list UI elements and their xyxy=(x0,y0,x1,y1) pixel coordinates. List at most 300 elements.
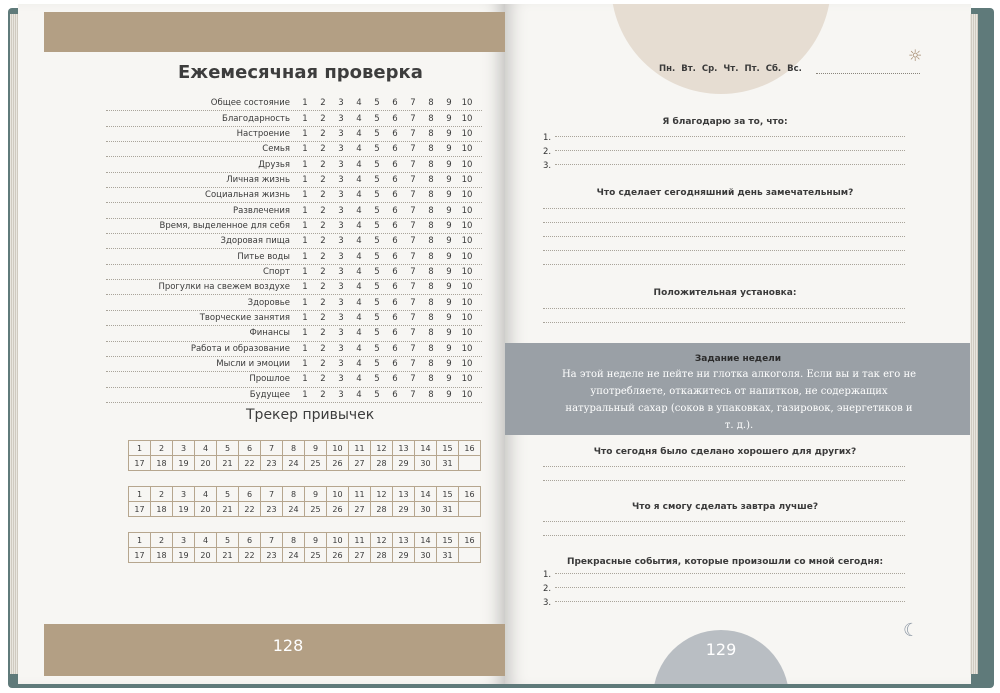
scale-value[interactable]: 4 xyxy=(356,113,362,124)
scale-value[interactable]: 2 xyxy=(320,328,326,339)
scale-value[interactable]: 5 xyxy=(374,98,380,109)
scale-value[interactable]: 7 xyxy=(410,144,416,155)
scale-value[interactable]: 10 xyxy=(461,297,473,308)
scale-value[interactable]: 10 xyxy=(461,236,473,247)
scale-value[interactable]: 4 xyxy=(356,251,362,262)
scale-value[interactable]: 1 xyxy=(302,389,308,400)
scale-value[interactable]: 10 xyxy=(461,174,473,185)
scale-value[interactable]: 6 xyxy=(392,312,398,323)
habit-day-cell[interactable]: 24 xyxy=(283,502,305,517)
scale-value[interactable]: 3 xyxy=(338,205,344,216)
habit-day-cell[interactable]: 30 xyxy=(415,502,437,517)
habit-day-cell[interactable]: 18 xyxy=(151,548,173,563)
scale-value[interactable]: 2 xyxy=(320,174,326,185)
scale-value[interactable]: 9 xyxy=(446,297,452,308)
scale-value[interactable]: 9 xyxy=(446,159,452,170)
scale-value[interactable]: 4 xyxy=(356,297,362,308)
scale-value[interactable]: 6 xyxy=(392,297,398,308)
habit-day-cell[interactable]: 13 xyxy=(393,487,415,502)
scale-value[interactable]: 2 xyxy=(320,389,326,400)
scale-value[interactable]: 5 xyxy=(374,144,380,155)
habit-day-cell[interactable]: 4 xyxy=(195,487,217,502)
habit-day-cell[interactable]: 21 xyxy=(217,502,239,517)
habit-day-cell[interactable]: 31 xyxy=(437,456,459,471)
scale-value[interactable]: 6 xyxy=(392,174,398,185)
habit-day-cell[interactable]: 30 xyxy=(415,548,437,563)
habit-day-cell[interactable]: 27 xyxy=(349,502,371,517)
scale-value[interactable]: 7 xyxy=(410,174,416,185)
scale-value[interactable]: 5 xyxy=(374,174,380,185)
scale-value[interactable]: 8 xyxy=(428,328,434,339)
habit-day-cell[interactable]: 26 xyxy=(327,456,349,471)
weekday-label[interactable]: Пт. xyxy=(744,64,760,74)
scale-value[interactable]: 7 xyxy=(410,128,416,139)
scale-value[interactable]: 3 xyxy=(338,266,344,277)
habit-day-cell[interactable]: 1 xyxy=(129,441,151,456)
scale-value[interactable]: 5 xyxy=(374,205,380,216)
scale-value[interactable]: 8 xyxy=(428,266,434,277)
scale-value[interactable]: 8 xyxy=(428,205,434,216)
scale-value[interactable]: 5 xyxy=(374,389,380,400)
scale-value[interactable]: 4 xyxy=(356,266,362,277)
scale-value[interactable]: 6 xyxy=(392,113,398,124)
scale-value[interactable]: 4 xyxy=(356,220,362,231)
habit-day-cell[interactable]: 20 xyxy=(195,456,217,471)
habit-day-cell[interactable]: 8 xyxy=(283,441,305,456)
scale-value[interactable]: 2 xyxy=(320,374,326,385)
habit-day-cell[interactable]: 13 xyxy=(393,441,415,456)
scale-value[interactable]: 3 xyxy=(338,297,344,308)
scale-value[interactable]: 3 xyxy=(338,128,344,139)
weekday-label[interactable]: Сб. xyxy=(765,64,782,74)
habit-day-cell[interactable]: 20 xyxy=(195,502,217,517)
scale-value[interactable]: 4 xyxy=(356,359,362,370)
habit-day-cell[interactable]: 25 xyxy=(305,456,327,471)
scale-value[interactable]: 9 xyxy=(446,205,452,216)
scale-value[interactable]: 4 xyxy=(356,190,362,201)
habit-day-cell[interactable]: 30 xyxy=(415,456,437,471)
habit-day-cell[interactable]: 16 xyxy=(459,441,481,456)
scale-value[interactable]: 7 xyxy=(410,328,416,339)
scale-value[interactable]: 1 xyxy=(302,113,308,124)
scale-value[interactable]: 9 xyxy=(446,389,452,400)
habit-day-cell[interactable]: 11 xyxy=(349,441,371,456)
scale-value[interactable]: 8 xyxy=(428,282,434,293)
scale-value[interactable]: 4 xyxy=(356,205,362,216)
scale-value[interactable]: 10 xyxy=(461,128,473,139)
scale-value[interactable]: 10 xyxy=(461,98,473,109)
scale-value[interactable]: 9 xyxy=(446,251,452,262)
habit-day-cell[interactable]: 9 xyxy=(305,487,327,502)
scale-value[interactable]: 1 xyxy=(302,159,308,170)
scale-value[interactable]: 9 xyxy=(446,328,452,339)
scale-value[interactable]: 6 xyxy=(392,144,398,155)
habit-day-cell[interactable]: 14 xyxy=(415,533,437,548)
scale-value[interactable]: 6 xyxy=(392,389,398,400)
scale-value[interactable]: 6 xyxy=(392,359,398,370)
scale-value[interactable]: 3 xyxy=(338,220,344,231)
scale-value[interactable]: 9 xyxy=(446,374,452,385)
scale-value[interactable]: 4 xyxy=(356,312,362,323)
weekday-label[interactable]: Вт. xyxy=(681,64,696,74)
scale-value[interactable]: 6 xyxy=(392,159,398,170)
habit-day-cell[interactable] xyxy=(459,502,481,517)
scale-value[interactable]: 3 xyxy=(338,159,344,170)
scale-value[interactable]: 3 xyxy=(338,389,344,400)
scale-value[interactable]: 10 xyxy=(461,343,473,354)
scale-value[interactable]: 2 xyxy=(320,220,326,231)
scale-value[interactable]: 5 xyxy=(374,113,380,124)
scale-value[interactable]: 2 xyxy=(320,266,326,277)
scale-value[interactable]: 9 xyxy=(446,174,452,185)
scale-value[interactable]: 6 xyxy=(392,236,398,247)
scale-value[interactable]: 3 xyxy=(338,236,344,247)
scale-value[interactable]: 5 xyxy=(374,190,380,201)
habit-day-cell[interactable]: 25 xyxy=(305,502,327,517)
habit-day-cell[interactable]: 7 xyxy=(261,441,283,456)
scale-value[interactable]: 1 xyxy=(302,328,308,339)
scale-value[interactable]: 1 xyxy=(302,374,308,385)
habit-day-cell[interactable]: 6 xyxy=(239,533,261,548)
scale-value[interactable]: 3 xyxy=(338,312,344,323)
habit-day-cell[interactable] xyxy=(459,456,481,471)
scale-value[interactable]: 7 xyxy=(410,220,416,231)
scale-value[interactable]: 1 xyxy=(302,174,308,185)
habit-day-cell[interactable]: 29 xyxy=(393,548,415,563)
scale-value[interactable]: 10 xyxy=(461,144,473,155)
habit-day-cell[interactable]: 15 xyxy=(437,487,459,502)
scale-value[interactable]: 3 xyxy=(338,282,344,293)
habit-day-cell[interactable]: 12 xyxy=(371,533,393,548)
habit-day-cell[interactable]: 26 xyxy=(327,548,349,563)
habit-day-cell[interactable]: 1 xyxy=(129,487,151,502)
scale-value[interactable]: 9 xyxy=(446,266,452,277)
scale-value[interactable]: 8 xyxy=(428,128,434,139)
habit-day-cell[interactable]: 10 xyxy=(327,441,349,456)
scale-value[interactable]: 5 xyxy=(374,343,380,354)
scale-value[interactable]: 4 xyxy=(356,282,362,293)
habit-day-cell[interactable]: 10 xyxy=(327,533,349,548)
scale-value[interactable]: 10 xyxy=(461,328,473,339)
habit-day-cell[interactable]: 5 xyxy=(217,487,239,502)
scale-value[interactable]: 8 xyxy=(428,359,434,370)
scale-value[interactable]: 4 xyxy=(356,128,362,139)
scale-value[interactable]: 6 xyxy=(392,282,398,293)
scale-value[interactable]: 1 xyxy=(302,343,308,354)
scale-value[interactable]: 7 xyxy=(410,282,416,293)
scale-value[interactable]: 1 xyxy=(302,128,308,139)
habit-day-cell[interactable]: 17 xyxy=(129,502,151,517)
habit-day-cell[interactable]: 21 xyxy=(217,456,239,471)
scale-value[interactable]: 6 xyxy=(392,190,398,201)
habit-day-cell[interactable]: 14 xyxy=(415,487,437,502)
scale-value[interactable]: 10 xyxy=(461,374,473,385)
scale-value[interactable]: 4 xyxy=(356,159,362,170)
scale-value[interactable]: 4 xyxy=(356,98,362,109)
scale-value[interactable]: 4 xyxy=(356,389,362,400)
scale-value[interactable]: 5 xyxy=(374,282,380,293)
habit-day-cell[interactable]: 23 xyxy=(261,548,283,563)
habit-day-cell[interactable]: 8 xyxy=(283,487,305,502)
habit-day-cell[interactable]: 31 xyxy=(437,548,459,563)
scale-value[interactable]: 9 xyxy=(446,312,452,323)
scale-value[interactable]: 5 xyxy=(374,359,380,370)
habit-day-cell[interactable]: 27 xyxy=(349,456,371,471)
scale-value[interactable]: 6 xyxy=(392,328,398,339)
scale-value[interactable]: 10 xyxy=(461,389,473,400)
scale-value[interactable]: 10 xyxy=(461,312,473,323)
scale-value[interactable]: 3 xyxy=(338,113,344,124)
scale-value[interactable]: 1 xyxy=(302,220,308,231)
habit-day-cell[interactable]: 15 xyxy=(437,441,459,456)
scale-value[interactable]: 1 xyxy=(302,266,308,277)
habit-day-cell[interactable]: 3 xyxy=(173,487,195,502)
habit-day-cell[interactable]: 14 xyxy=(415,441,437,456)
habit-day-cell[interactable]: 29 xyxy=(393,456,415,471)
habit-day-cell[interactable]: 22 xyxy=(239,548,261,563)
scale-value[interactable]: 2 xyxy=(320,98,326,109)
scale-value[interactable]: 4 xyxy=(356,328,362,339)
habit-day-cell[interactable]: 7 xyxy=(261,533,283,548)
scale-value[interactable]: 6 xyxy=(392,128,398,139)
scale-value[interactable]: 8 xyxy=(428,159,434,170)
habit-day-cell[interactable]: 24 xyxy=(283,548,305,563)
scale-value[interactable]: 4 xyxy=(356,144,362,155)
scale-value[interactable]: 7 xyxy=(410,205,416,216)
scale-value[interactable]: 9 xyxy=(446,359,452,370)
scale-value[interactable]: 10 xyxy=(461,220,473,231)
scale-value[interactable]: 7 xyxy=(410,359,416,370)
scale-value[interactable]: 1 xyxy=(302,297,308,308)
scale-value[interactable]: 9 xyxy=(446,113,452,124)
scale-value[interactable]: 2 xyxy=(320,113,326,124)
scale-value[interactable]: 10 xyxy=(461,113,473,124)
scale-value[interactable]: 3 xyxy=(338,328,344,339)
scale-value[interactable]: 3 xyxy=(338,359,344,370)
scale-value[interactable]: 1 xyxy=(302,205,308,216)
habit-day-cell[interactable]: 17 xyxy=(129,548,151,563)
scale-value[interactable]: 7 xyxy=(410,98,416,109)
scale-value[interactable]: 9 xyxy=(446,282,452,293)
habit-day-cell[interactable]: 5 xyxy=(217,533,239,548)
scale-value[interactable]: 7 xyxy=(410,297,416,308)
habit-day-cell[interactable]: 2 xyxy=(151,487,173,502)
scale-value[interactable]: 2 xyxy=(320,251,326,262)
weekday-label[interactable]: Чт. xyxy=(723,64,739,74)
scale-value[interactable]: 4 xyxy=(356,236,362,247)
habit-day-cell[interactable]: 28 xyxy=(371,548,393,563)
scale-value[interactable]: 9 xyxy=(446,343,452,354)
scale-value[interactable]: 3 xyxy=(338,190,344,201)
scale-value[interactable]: 6 xyxy=(392,251,398,262)
habit-day-cell[interactable]: 22 xyxy=(239,456,261,471)
scale-value[interactable]: 5 xyxy=(374,312,380,323)
habit-day-cell[interactable]: 1 xyxy=(129,533,151,548)
habit-day-cell[interactable]: 23 xyxy=(261,456,283,471)
scale-value[interactable]: 8 xyxy=(428,297,434,308)
scale-value[interactable]: 2 xyxy=(320,297,326,308)
scale-value[interactable]: 7 xyxy=(410,190,416,201)
habit-day-cell[interactable]: 4 xyxy=(195,441,217,456)
habit-day-cell[interactable]: 18 xyxy=(151,456,173,471)
scale-value[interactable]: 8 xyxy=(428,113,434,124)
habit-day-cell[interactable]: 2 xyxy=(151,533,173,548)
scale-value[interactable]: 2 xyxy=(320,190,326,201)
scale-value[interactable]: 8 xyxy=(428,312,434,323)
scale-value[interactable]: 7 xyxy=(410,113,416,124)
scale-value[interactable]: 10 xyxy=(461,266,473,277)
scale-value[interactable]: 8 xyxy=(428,144,434,155)
scale-value[interactable]: 10 xyxy=(461,282,473,293)
scale-value[interactable]: 9 xyxy=(446,236,452,247)
scale-value[interactable]: 9 xyxy=(446,98,452,109)
scale-value[interactable]: 6 xyxy=(392,374,398,385)
habit-day-cell[interactable]: 28 xyxy=(371,456,393,471)
scale-value[interactable]: 4 xyxy=(356,174,362,185)
scale-value[interactable]: 7 xyxy=(410,374,416,385)
scale-value[interactable]: 2 xyxy=(320,144,326,155)
habit-day-cell[interactable]: 19 xyxy=(173,502,195,517)
habit-day-cell[interactable]: 11 xyxy=(349,487,371,502)
scale-value[interactable]: 6 xyxy=(392,98,398,109)
weekday-label[interactable]: Ср. xyxy=(701,64,718,74)
habit-day-cell[interactable]: 20 xyxy=(195,548,217,563)
habit-day-cell[interactable]: 3 xyxy=(173,441,195,456)
scale-value[interactable]: 8 xyxy=(428,174,434,185)
scale-value[interactable]: 1 xyxy=(302,144,308,155)
scale-value[interactable]: 6 xyxy=(392,266,398,277)
scale-value[interactable]: 4 xyxy=(356,343,362,354)
scale-value[interactable]: 5 xyxy=(374,236,380,247)
habit-day-cell[interactable]: 25 xyxy=(305,548,327,563)
scale-value[interactable]: 4 xyxy=(356,374,362,385)
habit-day-cell[interactable]: 27 xyxy=(349,548,371,563)
scale-value[interactable]: 3 xyxy=(338,98,344,109)
scale-value[interactable]: 9 xyxy=(446,190,452,201)
scale-value[interactable]: 7 xyxy=(410,389,416,400)
habit-day-cell[interactable]: 16 xyxy=(459,487,481,502)
scale-value[interactable]: 3 xyxy=(338,144,344,155)
scale-value[interactable]: 7 xyxy=(410,236,416,247)
scale-value[interactable]: 8 xyxy=(428,236,434,247)
scale-value[interactable]: 5 xyxy=(374,297,380,308)
habit-day-cell[interactable]: 12 xyxy=(371,487,393,502)
habit-day-cell[interactable]: 9 xyxy=(305,441,327,456)
scale-value[interactable]: 2 xyxy=(320,236,326,247)
scale-value[interactable]: 8 xyxy=(428,98,434,109)
scale-value[interactable]: 3 xyxy=(338,174,344,185)
habit-day-cell[interactable]: 3 xyxy=(173,533,195,548)
scale-value[interactable]: 8 xyxy=(428,343,434,354)
habit-day-cell[interactable]: 11 xyxy=(349,533,371,548)
scale-value[interactable]: 5 xyxy=(374,220,380,231)
habit-day-cell[interactable]: 16 xyxy=(459,533,481,548)
habit-day-cell[interactable]: 12 xyxy=(371,441,393,456)
scale-value[interactable]: 8 xyxy=(428,374,434,385)
habit-day-cell[interactable]: 19 xyxy=(173,456,195,471)
scale-value[interactable]: 5 xyxy=(374,266,380,277)
scale-value[interactable]: 1 xyxy=(302,236,308,247)
habit-day-cell[interactable]: 7 xyxy=(261,487,283,502)
scale-value[interactable]: 1 xyxy=(302,312,308,323)
habit-day-cell[interactable]: 24 xyxy=(283,456,305,471)
habit-day-cell[interactable]: 9 xyxy=(305,533,327,548)
scale-value[interactable]: 2 xyxy=(320,159,326,170)
habit-day-cell[interactable]: 15 xyxy=(437,533,459,548)
habit-day-cell[interactable]: 23 xyxy=(261,502,283,517)
habit-day-cell[interactable]: 6 xyxy=(239,441,261,456)
scale-value[interactable]: 6 xyxy=(392,220,398,231)
habit-day-cell[interactable]: 21 xyxy=(217,548,239,563)
scale-value[interactable]: 5 xyxy=(374,128,380,139)
scale-value[interactable]: 8 xyxy=(428,251,434,262)
scale-value[interactable]: 2 xyxy=(320,312,326,323)
habit-day-cell[interactable]: 29 xyxy=(393,502,415,517)
scale-value[interactable]: 10 xyxy=(461,190,473,201)
scale-value[interactable]: 10 xyxy=(461,205,473,216)
scale-value[interactable]: 5 xyxy=(374,328,380,339)
scale-value[interactable]: 10 xyxy=(461,159,473,170)
scale-value[interactable]: 9 xyxy=(446,128,452,139)
scale-value[interactable]: 1 xyxy=(302,282,308,293)
weekday-label[interactable]: Вс. xyxy=(787,64,802,74)
scale-value[interactable]: 2 xyxy=(320,359,326,370)
scale-value[interactable]: 10 xyxy=(461,251,473,262)
scale-value[interactable]: 1 xyxy=(302,251,308,262)
weekday-label[interactable]: Пн. xyxy=(659,64,676,74)
habit-day-cell[interactable]: 19 xyxy=(173,548,195,563)
habit-day-cell[interactable]: 17 xyxy=(129,456,151,471)
habit-day-cell[interactable]: 6 xyxy=(239,487,261,502)
scale-value[interactable]: 6 xyxy=(392,205,398,216)
scale-value[interactable]: 8 xyxy=(428,190,434,201)
habit-day-cell[interactable]: 18 xyxy=(151,502,173,517)
scale-value[interactable]: 5 xyxy=(374,251,380,262)
habit-day-cell[interactable] xyxy=(459,548,481,563)
scale-value[interactable]: 7 xyxy=(410,251,416,262)
scale-value[interactable]: 5 xyxy=(374,374,380,385)
scale-value[interactable]: 2 xyxy=(320,205,326,216)
scale-value[interactable]: 5 xyxy=(374,159,380,170)
habit-day-cell[interactable]: 5 xyxy=(217,441,239,456)
habit-day-cell[interactable]: 22 xyxy=(239,502,261,517)
habit-day-cell[interactable]: 10 xyxy=(327,487,349,502)
habit-day-cell[interactable]: 26 xyxy=(327,502,349,517)
scale-value[interactable]: 1 xyxy=(302,359,308,370)
scale-value[interactable]: 10 xyxy=(461,359,473,370)
habit-day-cell[interactable]: 13 xyxy=(393,533,415,548)
scale-value[interactable]: 8 xyxy=(428,220,434,231)
scale-value[interactable]: 7 xyxy=(410,343,416,354)
scale-value[interactable]: 8 xyxy=(428,389,434,400)
scale-value[interactable]: 7 xyxy=(410,312,416,323)
habit-day-cell[interactable]: 31 xyxy=(437,502,459,517)
habit-day-cell[interactable]: 4 xyxy=(195,533,217,548)
scale-value[interactable]: 1 xyxy=(302,98,308,109)
scale-value[interactable]: 2 xyxy=(320,343,326,354)
habit-day-cell[interactable]: 2 xyxy=(151,441,173,456)
scale-value[interactable]: 7 xyxy=(410,159,416,170)
scale-value[interactable]: 3 xyxy=(338,343,344,354)
scale-value[interactable]: 7 xyxy=(410,266,416,277)
scale-value[interactable]: 2 xyxy=(320,128,326,139)
scale-value[interactable]: 3 xyxy=(338,374,344,385)
habit-day-cell[interactable]: 28 xyxy=(371,502,393,517)
habit-day-cell[interactable]: 8 xyxy=(283,533,305,548)
scale-value[interactable]: 1 xyxy=(302,190,308,201)
scale-value[interactable]: 6 xyxy=(392,343,398,354)
scale-value[interactable]: 9 xyxy=(446,220,452,231)
